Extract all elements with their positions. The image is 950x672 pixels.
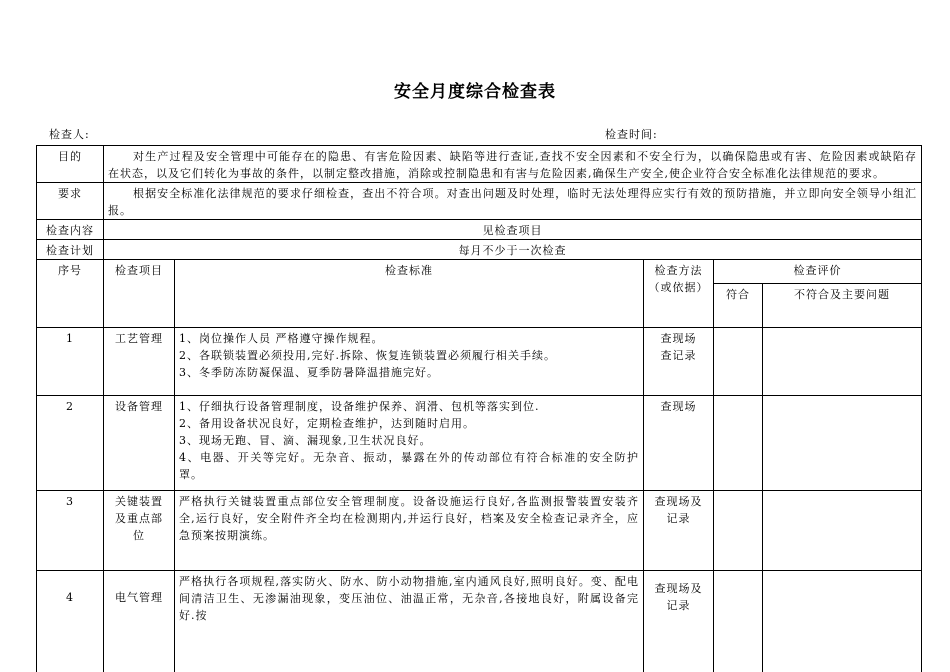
header-method-note: （或依据） — [648, 281, 709, 294]
item-name-text: 关键装置及重点部位 — [115, 495, 163, 542]
inspector-label: 检查人: — [49, 128, 90, 141]
item-no: 1 — [37, 328, 104, 396]
item-method — [644, 328, 714, 396]
item-nonconform-cell — [763, 491, 922, 571]
item-method-line: 查现场 — [660, 400, 697, 413]
item-name — [104, 328, 175, 396]
item-method — [644, 571, 714, 672]
header-nonconform: 不符合及主要问题 — [763, 284, 922, 328]
item-no-text: 4 — [66, 590, 74, 604]
item-standard-line: 3、冬季防冻防凝保温、夏季防暑降温措施完好。 — [179, 366, 439, 379]
content-row — [37, 220, 922, 240]
item-nonconform-cell — [763, 571, 922, 672]
table-row — [37, 571, 922, 672]
inspection-form-table — [36, 145, 922, 672]
page-title: 安全月度综合检查表 — [394, 82, 556, 102]
header-standard: 检查标准 — [175, 260, 644, 328]
item-nonconform-cell — [763, 396, 922, 491]
item-method-line: 查现场 — [660, 332, 697, 345]
item-standard-line: 1、岗位操作人员 严格遵守操作规程。 — [179, 332, 384, 345]
requirement-label: 要求 — [37, 183, 104, 220]
item-name-text: 工艺管理 — [115, 332, 163, 345]
item-conform-cell — [714, 396, 763, 491]
item-method-line: 记录 — [666, 599, 691, 612]
item-nonconform-cell — [763, 328, 922, 396]
item-conform-cell — [714, 491, 763, 571]
header-conform: 符合 — [714, 284, 763, 328]
purpose-text: 对生产过程及安全管理中可能存在的隐患、有害危险因素、缺陷等进行查证,查找不安全因素和不安全行为，以确保隐患或有害、危险因素或缺陷存在状态，以及它们转化为事故的条件，以制定整改措施，消除或控制隐患和有害与危险因素,确保生产安全,使企业符合安全标准化法律规范的要求。 — [104, 146, 922, 183]
item-standard-line: 严格执行关键装置重点部位安全管理制度。设备设施运行良好,各监测报警装置安装齐全,运行良好，安全附件齐全均在检测期内,并运行良好，档案及安全检查记录齐全，应急预案按期演练。 — [179, 495, 639, 542]
item-method-line: 查现场及 — [654, 582, 703, 595]
item-standard — [175, 571, 644, 672]
plan-label: 检查计划 — [37, 240, 104, 260]
content-text: 见检查项目 — [104, 220, 922, 240]
table-row — [37, 491, 922, 571]
item-conform-cell — [714, 328, 763, 396]
item-conform-cell — [714, 571, 763, 672]
item-standard-line: 2、各联锁装置必须投用,完好.拆除、恢复连锁装置必须履行相关手续。 — [179, 349, 556, 362]
item-method-line: 查现场及 — [654, 495, 703, 508]
item-standard-line: 4、电器、开关等完好。无杂音、振动，暴露在外的传动部位有符合标准的安全防护罩。 — [179, 451, 639, 481]
item-standard-line: 1、仔细执行设备管理制度，设备维护保养、润滑、包机等落实到位. — [179, 400, 540, 413]
item-no: 3 — [37, 491, 104, 571]
requirement-text: 根据安全标准化法律规范的要求仔细检查，查出不符合项。对查出问题及时处理，临时无法处理得应实行有效的预防措施，并立即向安全领导小组汇报。 — [104, 183, 922, 220]
plan-row — [37, 240, 922, 260]
purpose-row — [37, 146, 922, 183]
requirement-row — [37, 183, 922, 220]
item-method — [644, 396, 714, 491]
item-standard — [175, 328, 644, 396]
header-evaluation: 检查评价 — [714, 260, 922, 284]
item-name — [104, 491, 175, 571]
item-standard-line: 3、现场无跑、冒、滴、漏现象,卫生状况良好。 — [179, 434, 432, 447]
item-name — [104, 571, 175, 672]
item-no: 2 — [37, 396, 104, 491]
item-standard — [175, 491, 644, 571]
header-method-label: 检查方法 — [654, 264, 703, 277]
item-name — [104, 396, 175, 491]
item-standard-line: 严格执行各项规程,落实防火、防水、防小动物措施,室内通风良好,照明良好。变、配电间清洁卫生、无渗漏油现象，变压油位、油温正常，无杂音,各接地良好，附属设备完好.按 — [179, 575, 639, 622]
item-method-box — [648, 573, 709, 621]
table-row — [37, 328, 922, 396]
content-label: 检查内容 — [37, 220, 104, 240]
item-name-box — [108, 573, 170, 621]
header-item: 检查项目 — [104, 260, 175, 328]
item-method-line: 记录 — [666, 512, 691, 525]
purpose-label: 目的 — [37, 146, 104, 183]
item-method — [644, 491, 714, 571]
item-no — [37, 571, 104, 672]
header-no: 序号 — [37, 260, 104, 328]
item-no-box — [41, 573, 99, 621]
item-standard-line: 2、备用设备状况良好，定期检查维护，达到随时启用。 — [179, 417, 475, 430]
item-name-text: 电气管理 — [115, 590, 163, 604]
plan-text: 每月不少于一次检查 — [104, 240, 922, 260]
table-row — [37, 396, 922, 491]
header-row — [37, 260, 922, 284]
item-method-line: 查记录 — [660, 349, 697, 362]
item-standard — [175, 396, 644, 491]
item-name-text: 设备管理 — [115, 400, 163, 413]
header-method — [644, 260, 714, 328]
inspection-time-label: 检查时间: — [605, 128, 658, 141]
